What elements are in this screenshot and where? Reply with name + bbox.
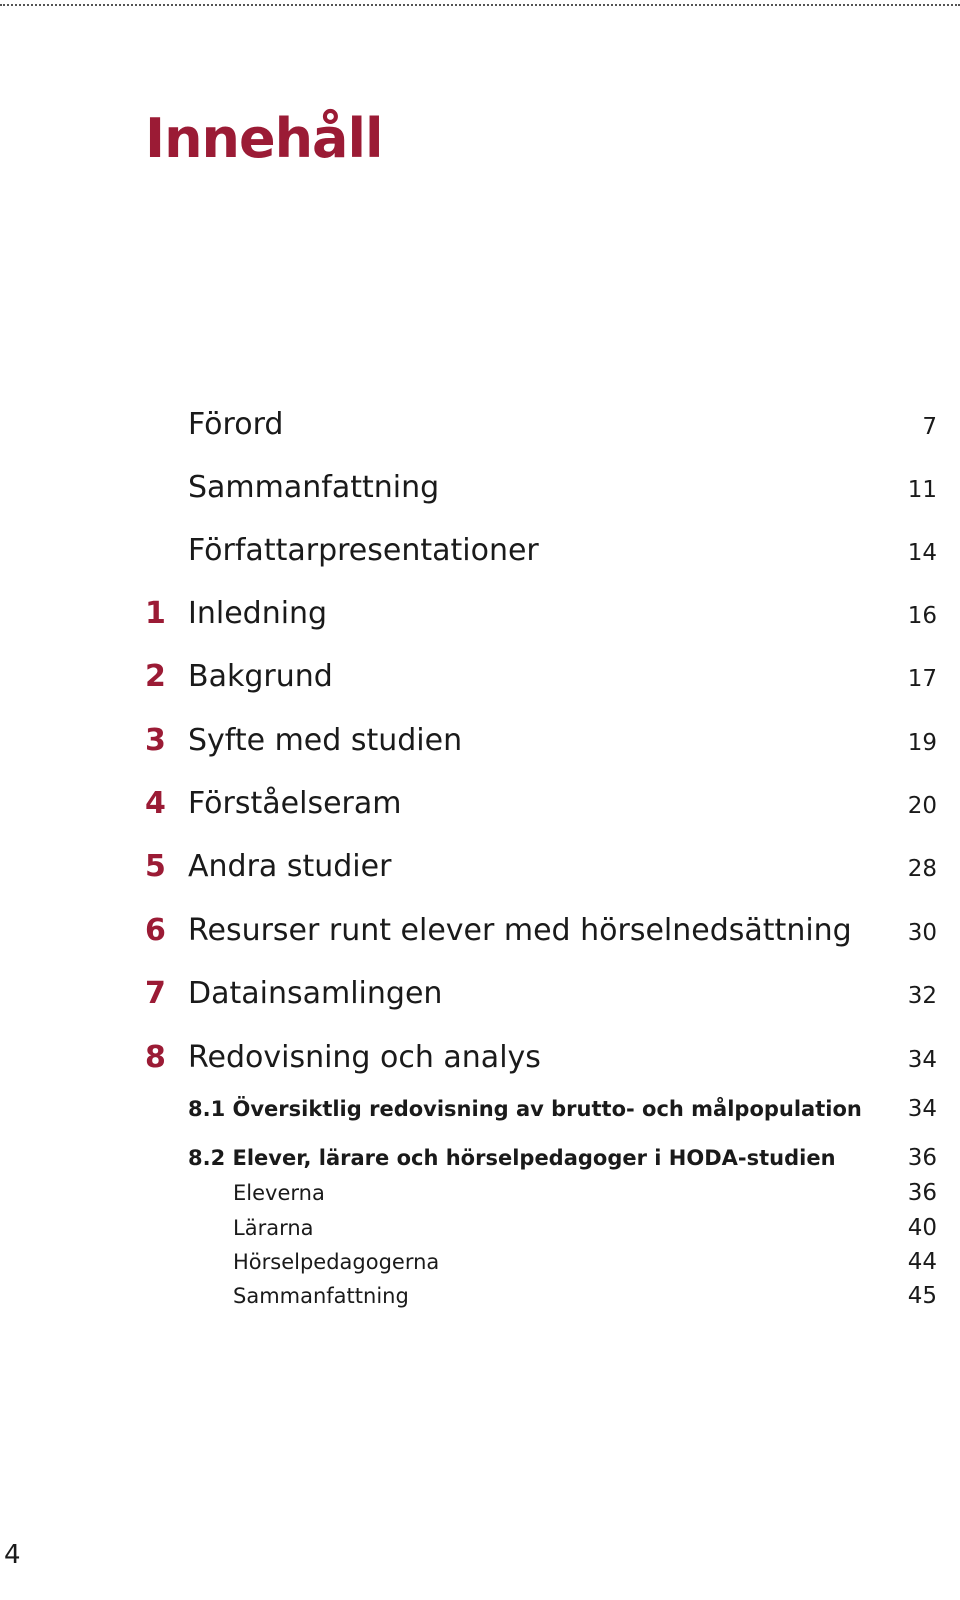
toc-page-number: 40 (907, 1215, 937, 1241)
toc-section-8-1[interactable] (0, 1094, 960, 1124)
chapter-title: Resurser runt elever med hörselnedsättning (188, 913, 852, 948)
toc-chapter-8[interactable] (0, 1038, 960, 1078)
toc-entry-title: Författarpresentationer (188, 533, 539, 568)
toc-subsection-eleverna[interactable] (0, 1178, 960, 1208)
chapter-title: Bakgrund (188, 659, 333, 694)
chapter-title: Syfte med studien (188, 723, 463, 758)
chapter-number: 3 (145, 723, 166, 758)
page-folio: 4 (4, 1540, 21, 1570)
toc-page-number: 32 (907, 983, 937, 1009)
section-title: 8.2 Elever, lärare och hörselpedagoger i HODA-studien (188, 1146, 836, 1170)
toc-subsection-lararna[interactable] (0, 1213, 960, 1243)
chapter-title: Andra studier (188, 849, 392, 884)
chapter-title: Datainsamlingen (188, 976, 443, 1011)
chapter-title: Redovisning och analys (188, 1040, 541, 1075)
toc-page-number: 17 (907, 666, 937, 692)
toc-page-number: 20 (907, 793, 937, 819)
chapter-number: 6 (145, 913, 166, 948)
toc-page-number: 14 (907, 540, 937, 566)
chapter-number: 7 (145, 976, 166, 1011)
toc-chapter-6[interactable] (0, 911, 960, 951)
toc-page-number: 30 (907, 920, 937, 946)
page-title: Innehåll (145, 107, 383, 170)
chapter-number: 2 (145, 659, 166, 694)
toc-page-number: 34 (907, 1096, 937, 1122)
chapter-number: 1 (145, 596, 166, 631)
toc-page-number: 45 (907, 1283, 937, 1309)
toc-chapter-5[interactable] (0, 847, 960, 887)
subsection-title: Hörselpedagogerna (233, 1250, 440, 1274)
toc-chapter-7[interactable] (0, 974, 960, 1014)
subsection-title: Lärarna (233, 1216, 314, 1240)
toc-entry-forord[interactable] (0, 405, 960, 445)
chapter-number: 8 (145, 1040, 166, 1075)
toc-subsection-sammanfattning[interactable] (0, 1281, 960, 1311)
toc-subsection-horselpedagogerna[interactable] (0, 1247, 960, 1277)
toc-entry-forfattarpresentationer[interactable] (0, 531, 960, 571)
chapter-title: Inledning (188, 596, 328, 631)
subsection-title: Eleverna (233, 1181, 325, 1205)
toc-page-number: 36 (907, 1145, 937, 1171)
chapter-number: 5 (145, 849, 166, 884)
top-dotted-rule (0, 4, 960, 6)
toc-entry-title: Förord (188, 407, 284, 442)
subsection-title: Sammanfattning (233, 1284, 409, 1308)
chapter-number: 4 (145, 786, 166, 821)
section-title: 8.1 Översiktlig redovisning av brutto- och målpopulation (188, 1097, 862, 1121)
toc-chapter-1[interactable] (0, 594, 960, 634)
toc-chapter-2[interactable] (0, 657, 960, 697)
toc-page-number: 34 (907, 1047, 937, 1073)
chapter-title: Förståelseram (188, 786, 402, 821)
toc-page-number: 16 (907, 603, 937, 629)
toc-entry-title: Sammanfattning (188, 470, 440, 505)
toc-page-number: 11 (907, 477, 937, 503)
toc-chapter-3[interactable] (0, 721, 960, 761)
toc-chapter-4[interactable] (0, 784, 960, 824)
toc-page-number: 36 (907, 1180, 937, 1206)
toc-section-8-2[interactable] (0, 1143, 960, 1173)
toc-entry-sammanfattning[interactable] (0, 468, 960, 508)
toc-page-number: 19 (907, 730, 937, 756)
toc-page-number: 28 (907, 856, 937, 882)
toc-page-number: 44 (907, 1249, 937, 1275)
toc-page-number: 7 (922, 414, 937, 440)
